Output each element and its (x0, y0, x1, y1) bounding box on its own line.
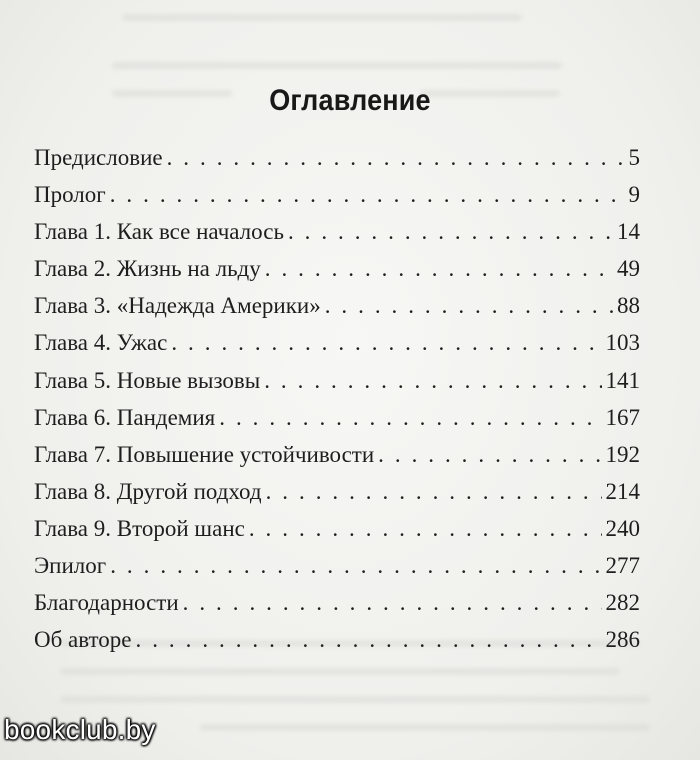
toc-entry-label: Глава 5. Новые вызовы (34, 367, 261, 393)
toc-entry-label: Глава 8. Другой подход (34, 478, 262, 504)
toc-entry-label: Глава 9. Второй шанс (34, 515, 245, 541)
toc-entry (34, 183, 640, 220)
toc-entry-label: Глава 3. «Надежда Америки» (34, 293, 321, 319)
toc-entry-page: 88 (617, 293, 640, 319)
toc-entry-page: 277 (605, 553, 640, 579)
toc-entry (34, 480, 640, 517)
toc-entry (34, 406, 640, 443)
toc-entry (34, 443, 640, 480)
toc-entry-label: Глава 6. Пандемия (34, 404, 216, 430)
dot-leader (171, 331, 601, 354)
dot-leader (288, 220, 613, 243)
toc-entry (34, 369, 640, 406)
toc-entry-page: 141 (605, 367, 640, 393)
toc-entry-page: 9 (628, 182, 640, 208)
dot-leader (266, 480, 602, 503)
toc-entry (34, 257, 640, 294)
toc-entry-page: 240 (605, 515, 640, 541)
toc-entry-label: Глава 2. Жизнь на льду (34, 256, 261, 282)
toc-entry-label: Об авторе (34, 627, 132, 653)
dot-leader (110, 183, 625, 206)
dot-leader (167, 146, 625, 169)
toc-entry-page: 192 (605, 441, 640, 467)
toc-entry-page: 282 (605, 590, 640, 616)
watermark: bookclub.by (4, 714, 156, 745)
bleed-through-line (60, 668, 620, 675)
toc-entry (34, 554, 640, 591)
toc-entry (34, 220, 640, 257)
toc-entry (34, 146, 640, 183)
toc-entry-page: 286 (605, 627, 640, 653)
dot-leader (219, 406, 601, 429)
dot-leader (249, 517, 602, 540)
toc-entry-label: Глава 1. Как все началось (34, 219, 284, 245)
table-of-contents (34, 146, 640, 665)
toc-entry-label: Эпилог (34, 553, 107, 579)
bleed-through-line (122, 14, 522, 21)
dot-leader (136, 628, 602, 651)
bleed-through-line (200, 724, 650, 731)
toc-entry (34, 331, 640, 368)
dot-leader (325, 294, 613, 317)
toc-entry (34, 628, 640, 665)
toc-entry-page: 49 (617, 256, 640, 282)
bleed-through-line (60, 696, 650, 703)
dot-leader (264, 369, 601, 392)
toc-entry-page: 14 (617, 219, 640, 245)
dot-leader (265, 257, 613, 280)
toc-entry-label: Глава 4. Ужас (34, 330, 168, 356)
toc-entry-page: 167 (605, 404, 640, 430)
toc-entry (34, 591, 640, 628)
dot-leader (183, 591, 602, 614)
dot-leader (378, 443, 601, 466)
toc-entry (34, 294, 640, 331)
toc-entry-label: Благодарности (34, 590, 179, 616)
bleed-through-line (112, 62, 562, 69)
toc-entry-label: Пролог (34, 182, 106, 208)
toc-entry (34, 517, 640, 554)
toc-entry-page: 5 (628, 145, 640, 170)
dot-leader (110, 554, 601, 577)
toc-entry-label: Предисловие (34, 145, 163, 170)
page-title: Оглавление (269, 84, 431, 117)
toc-entry-label: Глава 7. Повышение устойчивости (34, 441, 375, 467)
toc-entry-page: 103 (605, 330, 640, 356)
toc-entry-page: 214 (605, 478, 640, 504)
